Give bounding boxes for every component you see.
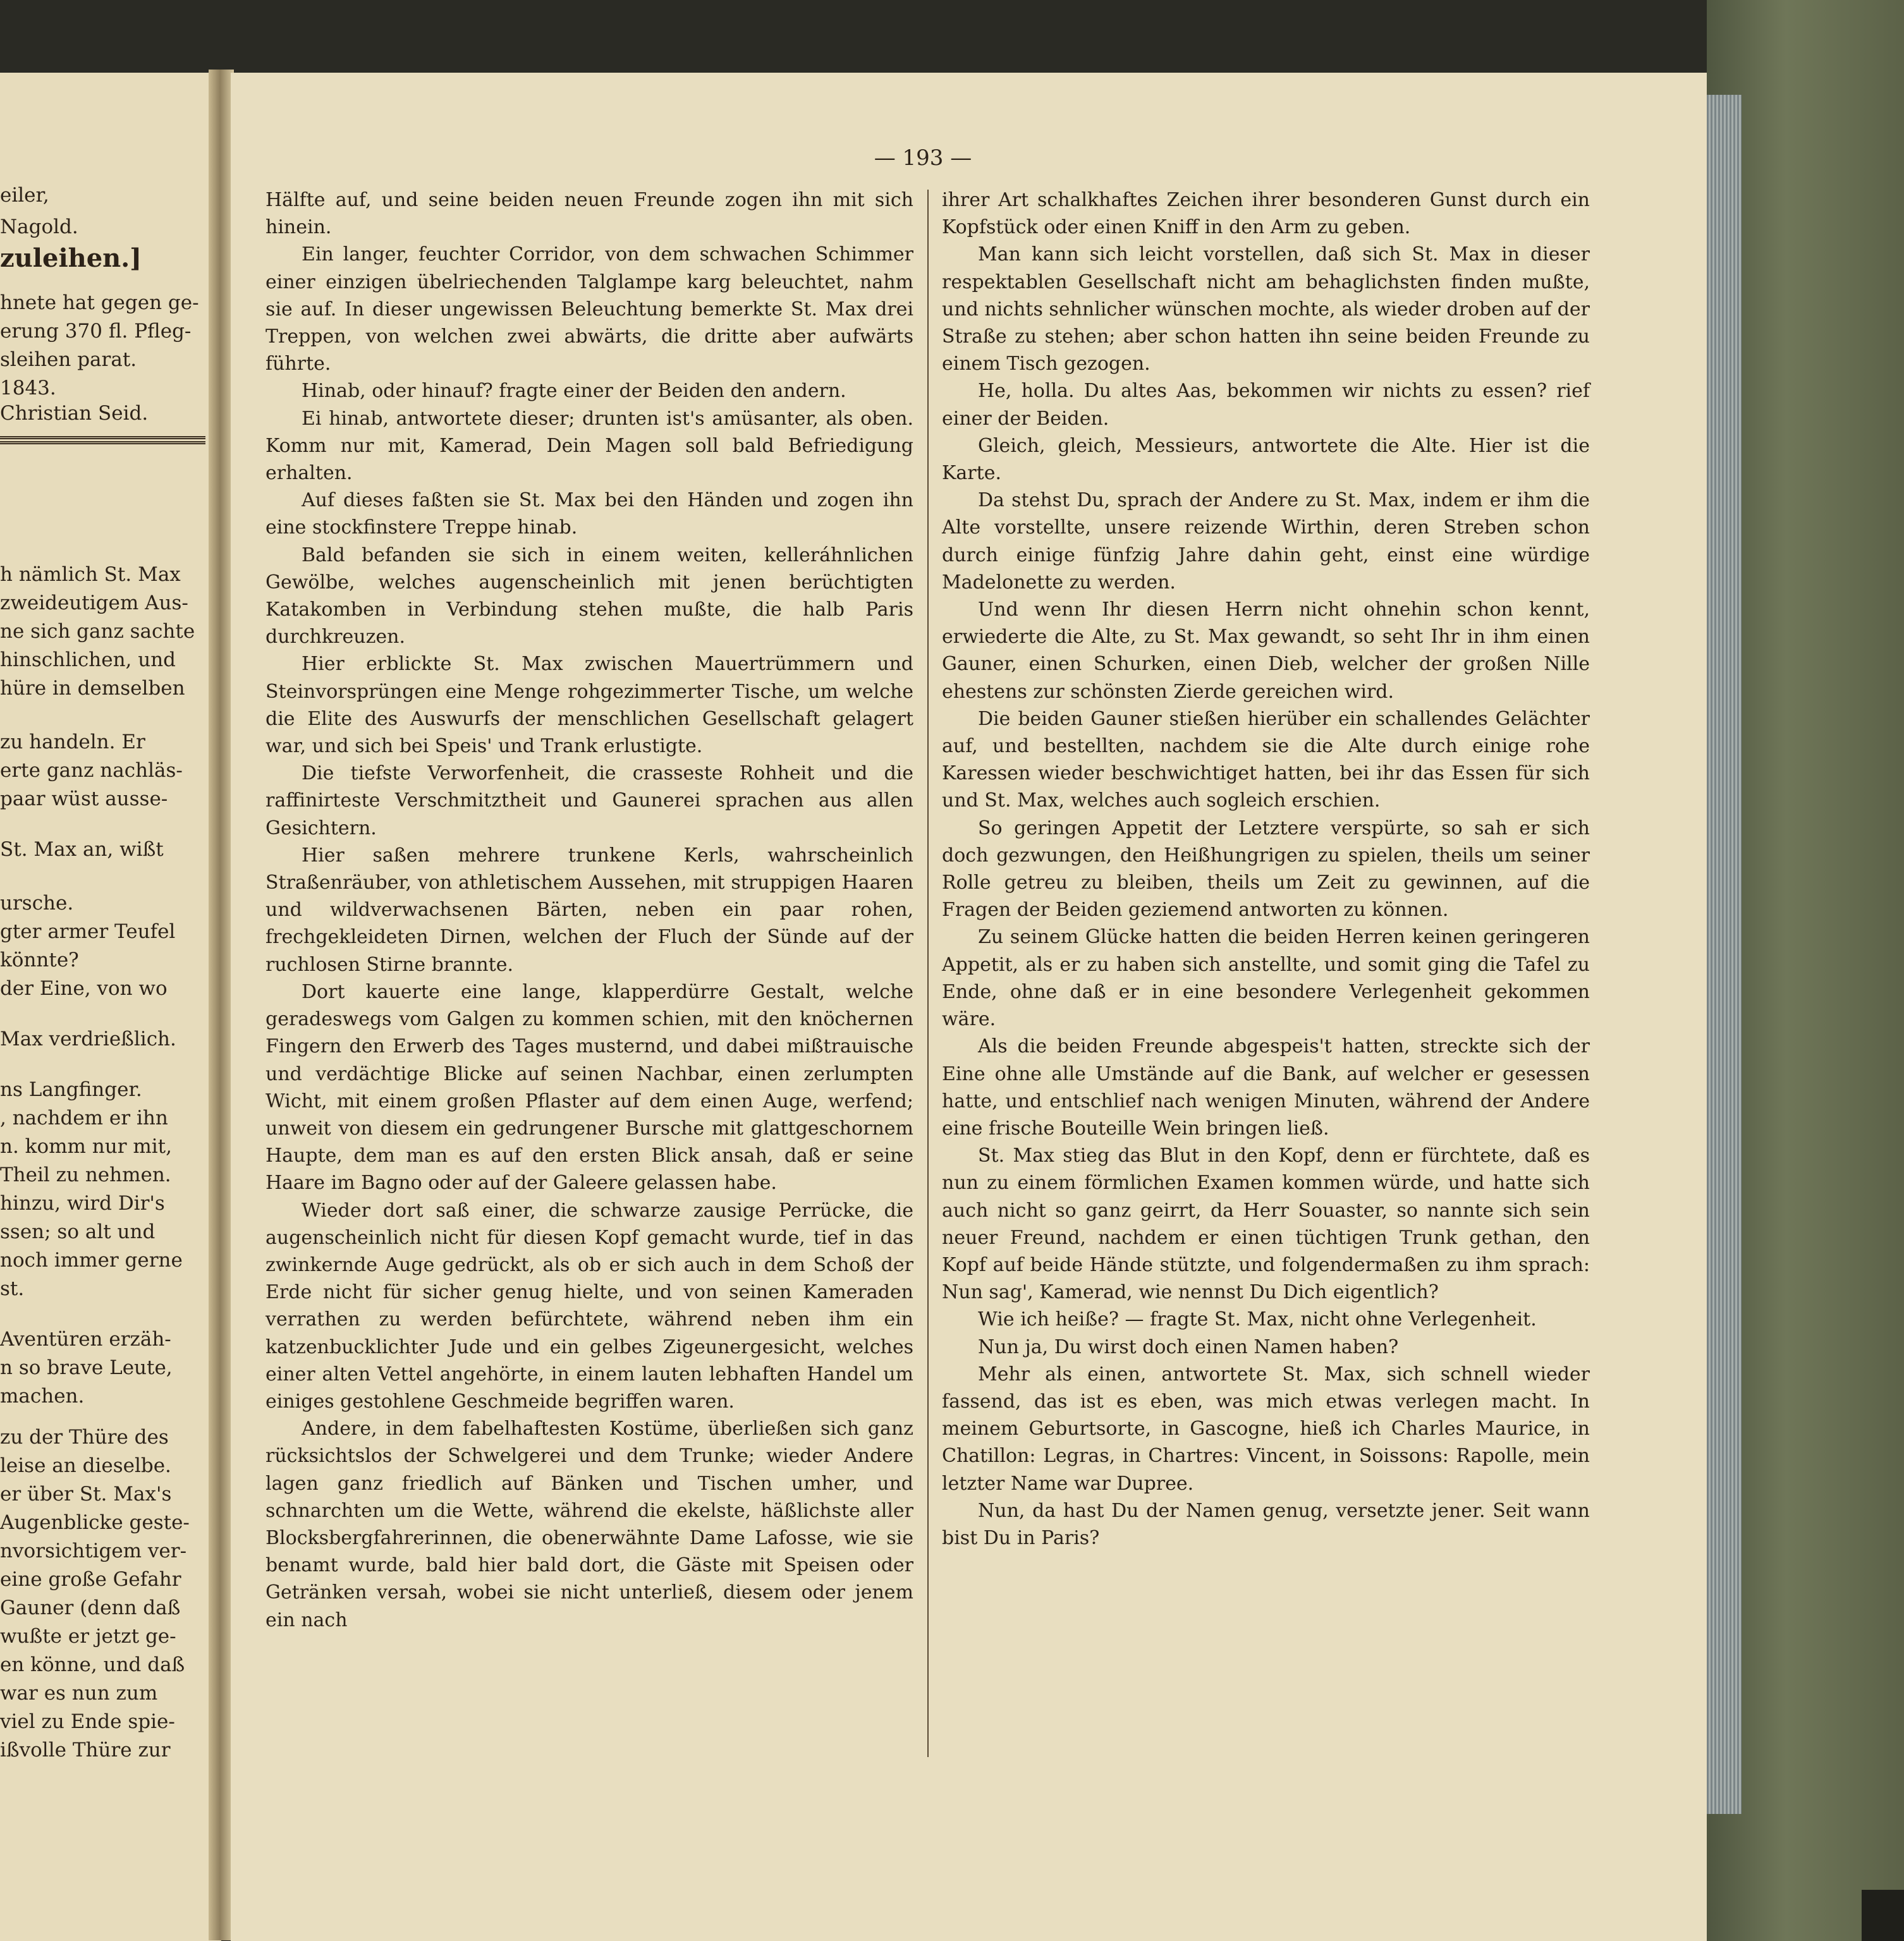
paragraph: Gleich, gleich, Messieurs, antwortete die Alte. Hier ist die Karte. [942,434,1590,485]
paragraph: ihrer Art schalkhaftes Zeichen ihrer besonderen Gunst durch ein Kopfstück oder einen Kniff in den Arm zu geben. [942,189,1590,239]
paragraph: Nun ja, Du wirst doch einen Namen haben? [978,1336,1399,1358]
left-page-fragment: zweideutigem Aus- [0,592,188,614]
left-page-fragment: , nachdem er ihn [0,1107,168,1129]
left-page-fragment: Gauner (denn daß [0,1597,181,1619]
left-page-fragment: nvorsichtigem ver- [0,1540,187,1562]
left-page-fragment: war es nun zum [0,1682,158,1705]
text-column-right [942,186,1590,1792]
paragraph: Mehr als einen, antwortete St. Max, sich schnell wieder fassend, das ist es eben, was mich etwas verlegen macht. In meinem Geburtsorte, in Gascogne, hieß ich Charles Maurice, in Chatillon: Legras, in Chartres: Vincent, in Soissons: Rapolle, mein letzter Name war Dupree. [942,1363,1590,1495]
left-page-fragment: St. Max an, wißt [0,838,164,861]
left-page-fragment: h nämlich St. Max [0,563,181,586]
left-page-rule [0,441,205,444]
paragraph: He, holla. Du altes Aas, bekommen wir nichts zu essen? rief einer der Beiden. [942,380,1590,430]
left-page-fragment: ne sich ganz sachte [0,620,195,643]
left-page-fragment: paar wüst ausse- [0,788,168,810]
left-page-fragment: hnete hat gegen ge- [0,291,199,314]
paragraph: Wieder dort saß einer, die schwarze zausige Perrücke, die augenscheinlich nicht für diesen Kopf gemacht wurde, tief in das zwinkernde Auge gedrückt, als ob er sich auch in dem Schoß der Erde nicht für sicher genug hielte, und von seinen Kameraden verrathen zu werden befürchtete, während neben ihm ein katzenbucklichter Jude und ein gelbes Zigeunergesicht, welches einer alten Vettel angehörte, in einem lauten lebhaften Handel um einiges gestohlene Geschmeide begriffen waren. [265,1199,913,1413]
paragraph: Hinab, oder hinauf? fragte einer der Beiden den andern. [302,380,846,403]
left-page-fragment: erte ganz nachläs- [0,759,183,782]
paragraph: Nun, da hast Du der Namen genug, versetzte jener. Seit wann bist Du in Paris? [942,1499,1590,1549]
left-page-fragment: der Eine, von wo [0,977,168,1000]
left-page-fragment: ns Langfinger. [0,1078,142,1101]
left-page-fragment: en könne, und daß [0,1653,185,1676]
left-page-rule [0,436,205,439]
left-page-fragment: könnte? [0,949,79,971]
left-page-fragment: eiler, [0,184,49,207]
book-gutter [209,70,234,1940]
page-edges [1707,95,1742,1814]
left-page-fragment: viel zu Ende spie- [0,1710,175,1733]
left-page-fragment: Christian Seid. [0,402,149,425]
left-page-fragment: Nagold. [0,216,78,238]
left-page-fragment: wußte er jetzt ge- [0,1625,176,1648]
paragraph: St. Max stieg das Blut in den Kopf, denn er fürchtete, daß es nun zu einem förmlichen Examen kommen würde, und hatte sich auch nicht so ganz geirrt, da Herr Souaster, so nannte sich sein neuer Freund, nachdem er einen tüchtigen Trunk gethan, den Kopf auf beide Hände stützte, und folgendermaßen zu ihm sprach: Nun sag', Kamerad, wie nennst Du Dich eigentlich? [942,1145,1590,1304]
page-number: — 193 — [874,145,972,171]
left-page-fragment: zu handeln. Er [0,731,145,753]
paragraph: Dort kauerte eine lange, klapperdürre Gestalt, welche geradeswegs vom Galgen zu kommen schien, mit den knöchernen Fingern den Erwerb des Tages musternd, und dabei mißtrauische und verdächtige Blicke auf seinen Nachbar, einen zerlumpten Wicht, mit einem großen Pflaster auf dem einen Auge, werfend; unweit von diesem ein gedrungener Bursche mit glattgeschornem Haupte, dem man es auf den ersten Blick ansah, daß er seine Haare im Bagno oder auf der Galeere gelassen habe. [265,980,913,1195]
paragraph: Ein langer, feuchter Corridor, von dem schwachen Schimmer einer einzigen übelriechenden Talglampe karg beleuchtet, nahm sie auf. In dieser ungewissen Beleuchtung bemerkte St. Max drei Treppen, von welchen zwei abwärts, die dritte aber aufwärts führte. [265,243,913,375]
left-page-fragment: n so brave Leute, [0,1356,173,1379]
paragraph: Hälfte auf, und seine beiden neuen Freunde zogen ihn mit sich hinein. [265,189,913,239]
paragraph: Andere, in dem fabelhaftesten Kostüme, überließen sich ganz rücksichtslos der Schwelgerei und dem Trunke; wieder Andere lagen ganz friedlich auf Bänken und Tischen umher, und schnarchten um die Wette, während die ekelste, häßlichste aller Blocksbergfahrerinnen, die obenerwähnte Dame Lafosse, wie sie benamt wurde, bald hier bald dort, die Gäste mit Speisen oder Getränken versah, wobei sie nicht unterließ, diesem oder jenem ein nach [265,1418,913,1631]
paragraph: Und wenn Ihr diesen Herrn nicht ohnehin schon kennt, erwiederte die Alte, zu St. Max gewandt, so seht Ihr in ihm einen Gauner, einen Schurken, einen Dieb, welcher der großen Nille ehestens zur schönsten Zierde gereichen wird. [942,599,1590,703]
paragraph: So geringen Appetit der Letztere verspürte, so sah er sich doch gezwungen, den Heißhungrigen zu spielen, theils um seiner Rolle getreu zu bleiben, theils um Zeit zu gewinnen, auf die Fragen der Beiden geziemend antworten zu können. [942,817,1590,922]
left-page-fragment: er über St. Max's [0,1483,172,1506]
paragraph: Auf dieses faßten sie St. Max bei den Händen und zogen ihn eine stockfinstere Treppe hinab. [265,489,913,539]
left-page-fragment: Aventüren erzäh- [0,1328,171,1351]
paragraph: Wie ich heiße? — fragte St. Max, nicht ohne Verlegenheit. [978,1308,1537,1331]
left-page-fragment: eine große Gefahr [0,1568,181,1591]
left-page-fragment: Theil zu nehmen. [0,1164,171,1186]
paragraph: Hier saßen mehrere trunkene Kerls, wahrscheinlich Straßenräuber, von athletischem Aussehen, mit struppigen Haaren und wildverwachsenen Bärten, neben ein paar rohen, frechgekleideten Dirnen, welchen der Fluch der Sünde auf der ruchlosen Stirne brannte. [265,844,913,976]
left-page-fragment: ißvolle Thüre zur [0,1739,171,1762]
left-page-fragment: hinzu, wird Dir's [0,1192,165,1215]
left-page-fragment: sleihen parat. [0,348,137,371]
left-page-fragment: machen. [0,1385,85,1408]
paragraph: Als die beiden Freunde abgespeis't hatten, streckte sich der Eine ohne alle Umstände auf die Bank, auf welcher er gesessen hatte, und entschlief nach wenigen Minuten, während der Andere eine frische Bouteille Wein bringen ließ. [942,1035,1590,1140]
paragraph: Hier erblickte St. Max zwischen Mauertrümmern und Steinvorsprüngen eine Menge rohgezimmerter Tische, um welche die Elite des Auswurfs der menschlichen Gesellschaft gelagert war, und sich bei Speis' und Trank erlustigte. [265,653,913,758]
left-page-fragment: leise an dieselbe. [0,1454,171,1477]
left-page-fragment: 1843. [0,377,56,399]
left-page-fragment: noch immer gerne [0,1249,183,1272]
background-corner [1862,1890,1904,1941]
paragraph: Bald befanden sie sich in einem weiten, kelleráhnlichen Gewölbe, welches augenscheinlich mit jenen berüchtigten Katakomben in Verbindung stehen mußte, die halb Paris durchkreuzen. [265,544,913,648]
paragraph: Zu seinem Glücke hatten die beiden Herren keinen geringeren Appetit, als er zu haben sich anstellte, und somit ging die Tafel zu Ende, ohne daß er in eine besondere Verlegenheit gekommen wäre. [942,926,1590,1031]
paragraph: Die beiden Gauner stießen hierüber ein schallendes Gelächter auf, und bestellten, nachdem sie die Alte durch einige rohe Karessen wieder beschwichtiget hatten, bei ihr das Essen für sich und St. Max, welches auch sogleich erschien. [942,707,1590,812]
left-page-fragment: hüre in demselben [0,677,185,700]
left-page-fragment: Max verdrießlich. [0,1028,176,1050]
left-page [0,73,221,1941]
left-page-fragment: erung 370 fl. Pfleg- [0,320,192,343]
left-page-fragment: n. komm nur mit, [0,1135,172,1158]
left-page-fragment: zuleihen.] [0,243,142,273]
left-page-fragment: hinschlichen, und [0,648,176,671]
paragraph: Ei hinab, antwortete dieser; drunten ist's amüsanter, als oben. Komm nur mit, Kamerad, Dein Magen soll bald Befriedigung erhalten. [265,407,913,485]
left-page-fragment: zu der Thüre des [0,1426,169,1449]
paragraph: Man kann sich leicht vorstellen, daß sich St. Max in dieser respektablen Gesellschaft nicht am behaglichsten finden mußte, und nichts sehnlicher wünschen mochte, als wieder droben auf der Straße zu stehen; aber schon hatten ihn seine beiden Freunde zu einem Tisch gezogen. [942,243,1590,375]
left-page-fragment: st. [0,1277,25,1300]
left-page-fragment: Augenblicke geste- [0,1511,190,1534]
paragraph: Die tiefste Verworfenheit, die crasseste Rohheit und die raffinirteste Verschmitztheit und Gaunerei sprachen aus allen Gesichtern. [265,762,913,839]
left-page-fragment: ursche. [0,892,74,915]
left-page-fragment: gter armer Teufel [0,920,176,943]
paragraph: Da stehst Du, sprach der Andere zu St. Max, indem er ihm die Alte vorstellte, unsere reizende Wirthin, deren Streben schon durch einige fünfzig Jahre dahin geht, einst eine würdige Madelonette zu werden. [942,489,1590,593]
left-page-fragment: ssen; so alt und [0,1220,156,1243]
text-column-left [265,186,913,1792]
column-divider [927,190,929,1757]
